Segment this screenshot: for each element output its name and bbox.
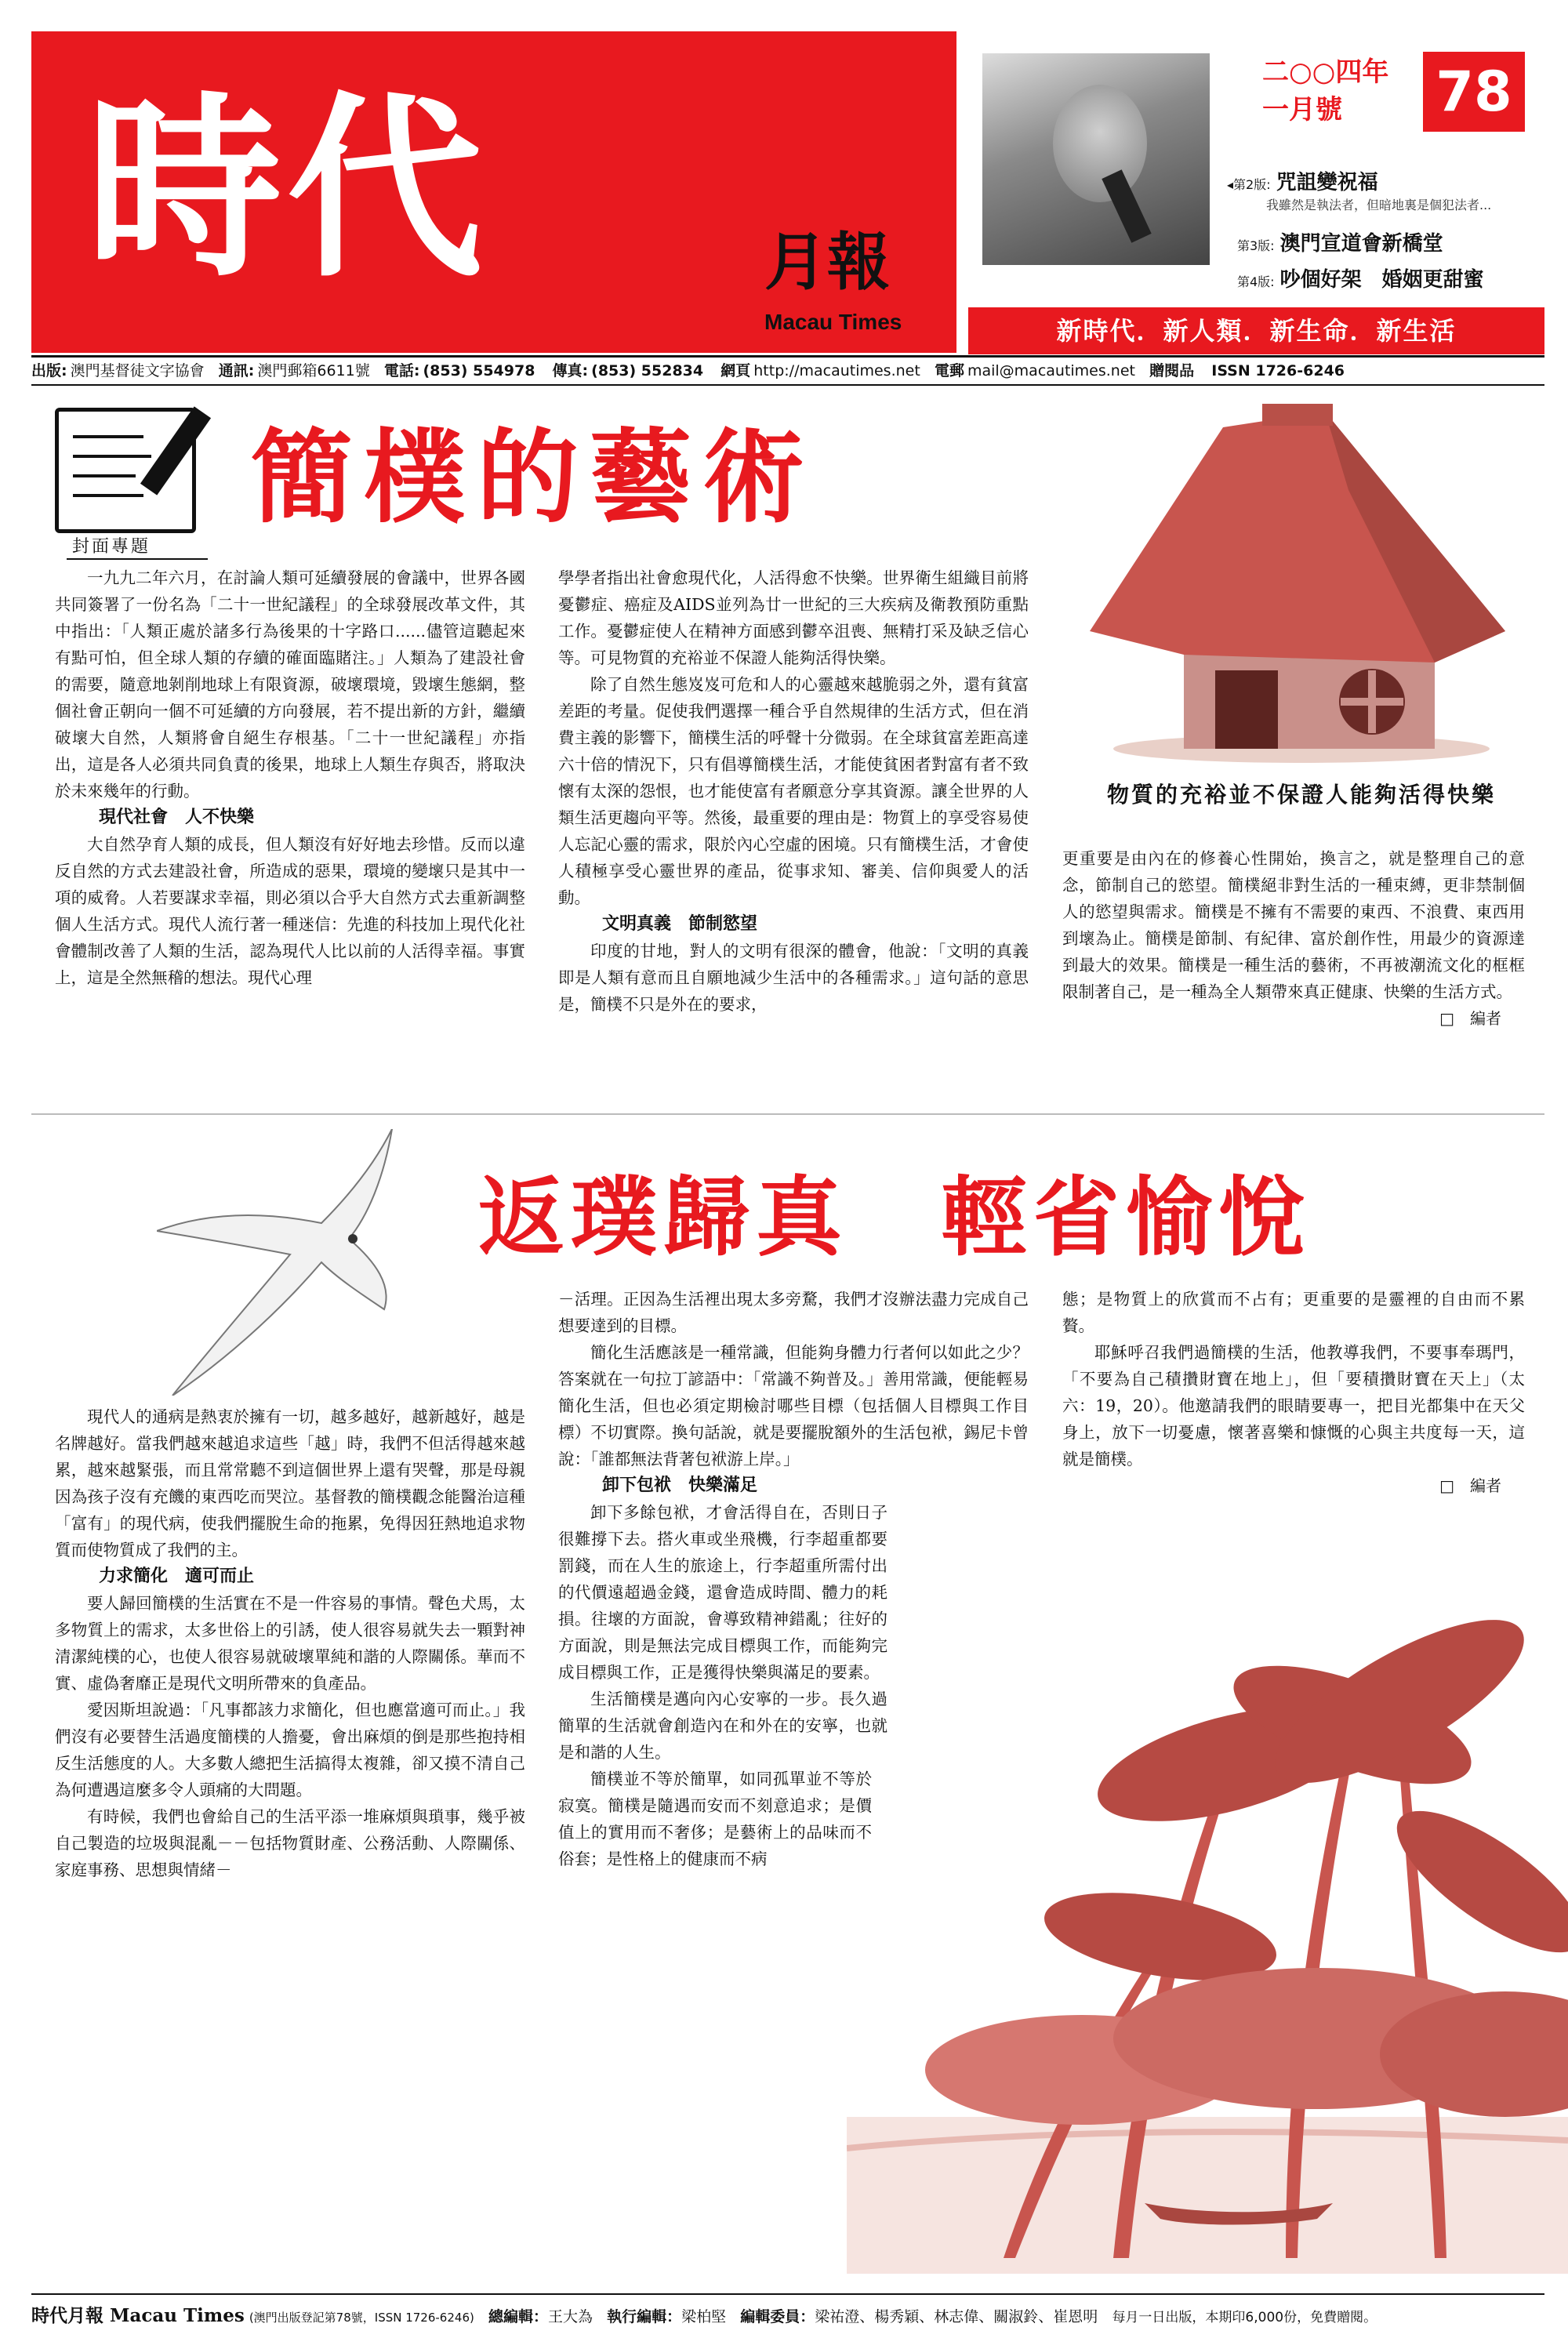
gift-label: 贈閱品 <box>1149 362 1195 379</box>
info-bar <box>31 359 1544 383</box>
slogan-banner: 新時代．新人類．新生命．新生活 <box>968 307 1544 354</box>
toc-page: 第4版: <box>1237 274 1275 289</box>
article-title: 返璞歸真 輕省愉悅 <box>478 1167 1311 1268</box>
chief-editor-label: 總編輯： <box>488 2308 548 2325</box>
document-icon <box>55 408 196 533</box>
phone-label: 電話: <box>383 362 420 379</box>
issue-number: 78 <box>1423 52 1525 132</box>
subheading: 力求簡化 適可而止 <box>99 1567 255 1586</box>
toc-item[interactable] <box>1227 166 1541 213</box>
paragraph: 要人歸回簡樸的生活實在不是一件容易的事情。聲色犬馬，太多物質上的需求，太多世俗上的引誘，使人很容易就失去一顆對神清潔純樸的心，也使人很容易就破壞單純和諧的人際關係。華而不實、虛偽奢靡正是現代文明所帶來的負產品。 <box>55 1594 525 1693</box>
web-link[interactable]: http://macautimes.net <box>753 362 920 379</box>
paragraph: 大自然孕育人類的成長，但人類沒有好好地去珍惜。反而以違反自然的方式去建設社會，所造成的惡果，環境的變壞只是其中一項的威脅。人若要謀求幸福，則必須以合乎大自然方式去重新調整個人生活方式。現代人流行著一種迷信：先進的科技加上現代化社會體制改善了人類的生活，認為現代人比以前的人活得幸福。事實上，這是全然無稽的想法。現代心理 <box>55 835 525 987</box>
masthead-english: Macau Times <box>764 310 902 334</box>
toc-sub: 我雖然是執法者，但暗地裏是個犯法者... <box>1266 198 1492 212</box>
subheading: 現代社會 人不快樂 <box>99 808 255 827</box>
toc-title: 吵個好架 婚姻更甜蜜 <box>1279 268 1484 292</box>
exec-editor-label: 執行編輯： <box>607 2308 682 2325</box>
byline: □ 編者 <box>1439 1009 1501 1028</box>
issn: ISSN 1726-6246 <box>1211 362 1345 379</box>
toc-item[interactable] <box>1237 227 1443 256</box>
address: 澳門郵箱6611號 <box>257 362 370 379</box>
publisher: 澳門基督徒文字協會 <box>70 362 205 379</box>
toc-page: ◂第2版: <box>1227 177 1271 192</box>
paragraph: 態；是物質上的欣賞而不占有；更重要的是靈裡的自由而不累贅。 <box>1062 1290 1525 1335</box>
byline: □ 編者 <box>1439 1476 1501 1495</box>
toc-title: 澳門宣道會新橋堂 <box>1279 232 1443 256</box>
paragraph: 學學者指出社會愈現代化，人活得愈不快樂。世界衛生組織目前將憂鬱症、癌症及AIDS並列為廿一世紀的三大疾病及衛教預防重點工作。憂鬱症使人在精神方面感到鬱卒沮喪、無精打采及缺乏信心等。可見物質的充裕並不保證人能夠活得快樂。 <box>558 568 1029 667</box>
footer-title: 時代月報 Macau Times <box>31 2305 245 2326</box>
toc-item[interactable] <box>1237 263 1484 292</box>
print-info: 每月一日出版，本期印6,000份，免費贈閱。 <box>1112 2310 1377 2325</box>
subheading: 卸下包袱 快樂滿足 <box>602 1476 758 1495</box>
divider <box>67 558 208 560</box>
issue-date <box>1262 53 1388 129</box>
paragraph: 簡樸並不等於簡單，如同孤單並不等於寂寞。簡樸是隨遇而安而不刻意追求；是價值上的實用而不奢侈；是藝術上的品味而不俗套；是性格上的健康而不病 <box>558 1770 872 1868</box>
paragraph: 耶穌呼召我們過簡樸的生活，他教導我們，不要事奉瑪門，「不要為自己積攢財寶在地上」，但「要積攢財寶在天上」（太六：19，20）。他邀請我們的眼睛要專一，把目光都集中在天父身上，放下一切憂慮，懷著喜樂和慷慨的心與主共度每一天，這就是簡樸。 <box>1062 1343 1525 1469</box>
article1-column-2 <box>558 565 1029 1018</box>
paragraph: 更重要是由內在的修養心性開始，換言之，就是整理自己的意念，節制自己的慾望。簡樸絕非對生活的一種束縛，更非禁制個人的慾望與需求。簡樸是不擁有不需要的東西、不浪費、東西用到壞為止。簡樸是節制、有紀律、富於創作性，用最少的資源達到最大的效果。簡樸是一種生活的藝術，不再被潮流文化的框框限制著自己，是一種為全人類帶來真正健康、快樂的生活方式。 <box>1062 849 1525 1001</box>
fax-label: 傳真: <box>552 362 589 379</box>
toc-page: 第3版: <box>1237 238 1275 253</box>
paragraph: 生活簡樸是邁向內心安寧的一步。長久過簡單的生活就會創造內在和外在的安寧，也就是和諧的人生。 <box>558 1690 887 1762</box>
masthead-subtitle: 月報 <box>764 225 890 299</box>
masthead-title: 時代 <box>86 73 488 303</box>
divider <box>31 355 1544 358</box>
email-link[interactable]: mail@macautimes.net <box>967 362 1135 379</box>
phone: (853) 554978 <box>423 362 535 379</box>
paragraph: 簡化生活應該是一種常識，但能夠身體力行者何以如此之少？答案就在一句拉丁諺語中：「常識不夠普及。」善用常識，便能輕易簡化生活，但也必須定期檢討哪些目標（包括個人目標與工作目標）不切實際。換句話說，就是要擺脫額外的生活包袱，錫尼卡曾說：「誰都無法背著包袱游上岸。」 <box>558 1343 1029 1469</box>
publisher-label: 出版: <box>31 362 67 379</box>
divider <box>31 384 1544 386</box>
email-label: 電郵 <box>934 362 964 379</box>
chief-editor: 王大為 <box>547 2308 593 2325</box>
article-title: 簡樸的藝術 <box>251 417 816 537</box>
issue-year: 二○○四年 <box>1262 56 1389 88</box>
article1-column-1 <box>55 565 525 991</box>
paragraph: 除了自然生態岌岌可危和人的心靈越來越脆弱之外，還有貧富差距的考量。促使我們選擇一種合乎自然規律的生活方式，但在消費主義的影響下，簡樸生活的呼聲十分微弱。在全球貧富差距高達六十倍的情況下，只有倡導簡樸生活，才能使貧困者對富有者不致懷有太深的怨恨，也才能使富有者願意分享其資源。讓全世界的人類生活更趨向平等。然後，最重要的理由是：物質上的享受容易使人忘記心靈的需求，限於內心空虛的困境。只有簡樸生活，才會使人積極享受心靈世界的產品，從事求知、審美、信仰與愛人的活動。 <box>558 675 1029 907</box>
divider <box>31 2293 1544 2295</box>
issue-month: 一月號 <box>1262 94 1342 125</box>
paragraph: 印度的甘地，對人的文明有很深的體會，他說：「文明的真義即是人類有意而且自願地減少生活中的各種需求。」這句話的意思是，簡樸不只是外在的要求， <box>558 942 1029 1014</box>
fax: (853) 552834 <box>591 362 704 379</box>
speaker-photo <box>982 53 1210 265</box>
paragraph: －活理。正因為生活裡出現太多旁騖，我們才沒辦法盡力完成自己想要達到的目標。 <box>558 1290 1029 1335</box>
footer <box>31 2301 1544 2327</box>
exec-editor: 梁柏堅 <box>681 2308 727 2325</box>
divider <box>31 1113 1544 1115</box>
web-label: 網頁 <box>720 362 751 379</box>
image-caption: 物質的充裕並不保證人能夠活得快樂 <box>1106 782 1496 808</box>
article1-column-3 <box>1062 845 1525 1032</box>
masthead <box>31 31 956 353</box>
board-label: 編輯委員： <box>740 2308 815 2325</box>
article2-column-2 <box>558 1286 1029 1872</box>
paragraph: 愛因斯坦說過：「凡事都該力求簡化，但也應當適可而止。」我們沒有必要替生活過度簡樸的人擔憂，會出麻煩的倒是那些抱持相反生活態度的人。大多數人總把生活搞得太複雜，卻又摸不清自己為何遭遇這麼多令人頭痛的大問題。 <box>55 1701 525 1799</box>
subheading: 文明真義 節制慾望 <box>602 914 758 934</box>
thatched-house-image <box>1066 396 1529 764</box>
footer-registration: (澳門出版登記第78號，ISSN 1726-6246) <box>249 2311 474 2325</box>
editorial-board: 梁祐澄、楊秀穎、林志偉、關淑鈴、崔恩明 <box>815 2308 1098 2325</box>
paragraph: 現代人的通病是熱衷於擁有一切，越多越好，越新越好，越是名牌越好。當我們越來越追求這些「越」時，我們不但活得越來越累，越來越緊張，而且常常聽不到這個世界上還有哭聲，那是母親因為孩子沒有充饑的東西吃而哭泣。基督教的簡樸觀念能醫治這種「富有」的現代病，使我們擺脫生命的拖累，免得因狂熱地追求物質而使物質成了我們的主。 <box>55 1407 525 1559</box>
bird-image <box>157 1129 408 1396</box>
toc-title: 咒詛變祝福 <box>1276 171 1378 194</box>
article2-column-1 <box>55 1403 525 1883</box>
address-label: 通訊: <box>218 362 255 379</box>
paragraph: 有時候，我們也會給自己的生活平添一堆麻煩與瑣事，幾乎被自己製造的垃圾與混亂－－包括物質財產、公務活動、人際關係、家庭事務、思想與情緒－ <box>55 1807 525 1879</box>
section-tag: 封面專題 <box>72 537 151 557</box>
paragraph: 卸下多餘包袱，才會活得自在，否則日子很難撐下去。搭火車或坐飛機，行李超重都要罰錢，而在人生的旅途上，行李超重所需付出的代價遠超過金錢，還會造成時間、體力的耗損。往壞的方面說，會導致精神錯亂；往好的方面說，則是無法完成目標與工作，而能夠完成目標與工作，正是獲得快樂與滿足的要素。 <box>558 1503 887 1682</box>
article2-column-3 <box>1062 1286 1525 1499</box>
paragraph: 一九九二年六月，在討論人類可延續發展的會議中，世界各國共同簽署了一份名為「二十一世紀議程」的全球發展改革文件，其中指出：「人類正處於諸多行為後果的十字路口......儘管這聽起來有點可怕，但全球人類的存續的確面臨賭注。」人類為了建設社會的需要，隨意地剝削地球上有限資源，破壞環境，毀壞生態網，整個社會正朝向一個不可延續的方向發展，若不提出新的方針，繼續破壞大自然，人類將會自絕生存根基。「二十一世紀議程」亦指出，這是各人必須共同負責的後果，地球上人類生存與否，將取決於未來幾年的行動。 <box>55 568 525 801</box>
